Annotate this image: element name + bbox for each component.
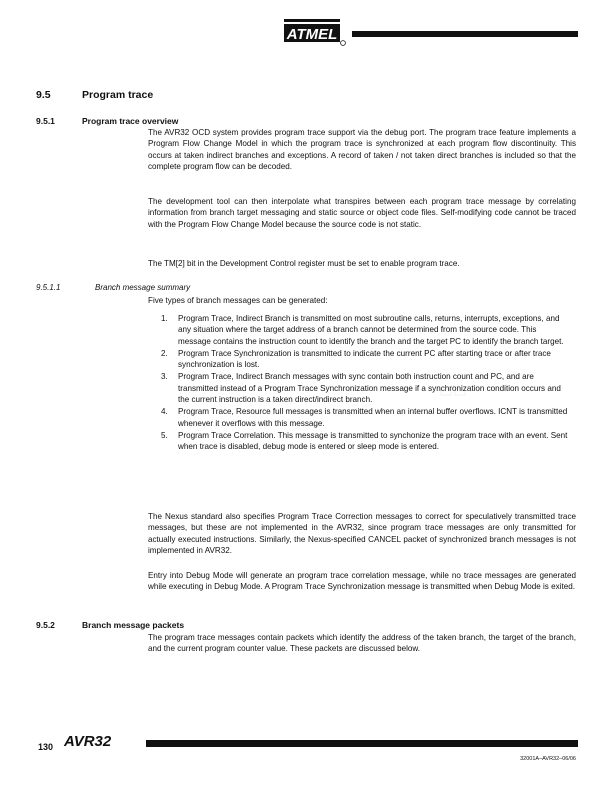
svg-text:ATMEL: ATMEL [286,26,338,43]
paragraph: The AVR32 OCD system provides program trace support via the debug port. The program trace feature implements a Program Flow Change Model in which the program trace is synchronized at each program flow discontinuity. This occurs at taken indirect branches and exceptions. A record of taken / not taken direct branches is included so that the complete program flow can be decoded. [148,128,576,171]
subsubsection-heading [0,283,612,295]
subsection-title: Program trace overview [82,116,179,126]
paragraph: The development tool can then interpolate what transpires between each program trace message by correlating information from branch target messaging and static source or object code files. Self-modifying code cannot be traced with the Program Flow Change Model because the source code is not static. [148,197,576,229]
subsection-title: Branch message packets [82,620,185,630]
footer-rule [146,740,578,747]
document-id: 32001A–AVR32–06/06 [520,756,576,762]
paragraph: Five types of branch messages can be generated: [148,296,328,305]
atmel-logo [282,18,346,48]
watermark-icon [440,384,468,396]
header-rule [352,31,578,37]
subsection-number: 9.5.2 [36,620,55,630]
paragraph: The TM[2] bit in the Development Control register must be set to enable program trace. [148,259,460,268]
list-item: 3. Program Trace, Indirect Branch messages with sync contain both instruction count and PC, and are transmitted instead of a Program Trace Synchronization message if a synchronization condition occurs and the current instruction is a taken direct/indirect branch. [161,372,561,405]
list-item: 1. Program Trace, Indirect Branch is transmitted on most subroutine calls, returns, interrupts, exceptions, and any situation where the target address of a branch cannot be determined from the source code. This message contains the instruction count to identify the branch and the target PC to identify the branch target. [161,314,564,346]
footer-title: AVR32 [64,733,112,750]
section-number: 9.5 [36,89,51,101]
subsection-heading [0,620,612,632]
section-heading [0,89,612,103]
subsection-number: 9.5.1 [36,116,55,126]
list-item: 2. Program Trace Synchronization is transmitted to indicate the current PC after starting trace or after trace synchronization is lost. [161,348,551,370]
list-item: 5. Program Trace Correlation. This message is transmitted to synchonize the program trace with an event. Sent when trace is disabled, debug mode is entered or sleep mode is entered. [161,430,568,452]
list-item: 4. Program Trace, Resource full messages is transmitted when an internal buffer overflows. ICNT is transmitted whenever it overflows with this message. [161,407,568,428]
subsubsection-number: 9.5.1.1 [36,283,61,292]
page-number: 130 [38,742,54,752]
section-title: Program trace [82,89,154,101]
paragraph: The Nexus standard also specifies Program Trace Correction messages to correct for speculatively transmitted trace messages, but these are not implemented in the AVR32, since program trace messages are only transmitted for actually executed instructions. Similarly, the Nexus-specified CANCEL packet of synchronized branch messages is not implemented in AVR32. [148,512,576,555]
numbered-list [158,313,568,454]
paragraph: The program trace messages contain packets which identify the address of the taken branch, the target of the branch, and the current program counter value. These packets are discussed below. [148,633,576,654]
subsubsection-title: Branch message summary [95,283,191,292]
paragraph: Entry into Debug Mode will generate an program trace correlation message, while no trace messages are generated while executing in Debug Mode. A Program Trace Synchronization message is transmitted when Debug Mode is exited. [148,571,576,592]
